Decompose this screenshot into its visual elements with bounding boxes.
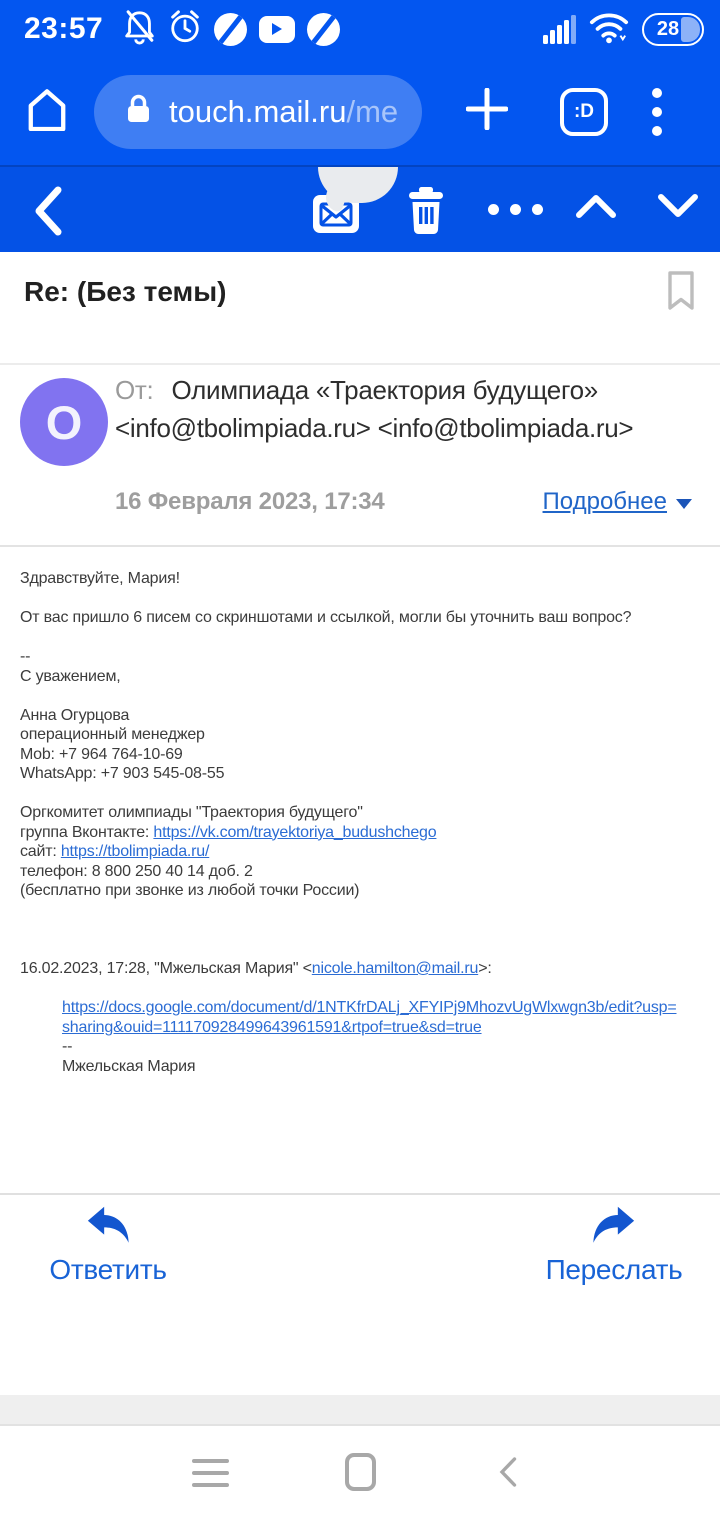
delete-button[interactable] xyxy=(406,187,446,240)
battery-icon xyxy=(642,13,704,46)
body-text: (бесплатно при звонке из любой точки России) xyxy=(20,882,360,899)
wifi-icon xyxy=(589,10,629,49)
sender-avatar xyxy=(20,378,108,466)
body-text: От вас пришло 6 писем со скриншотами и ссылкой, могли бы уточнить ваш вопрос? xyxy=(20,609,632,626)
body-line xyxy=(20,706,680,726)
notifications-muted-icon xyxy=(123,9,156,50)
body-text: С уважением, xyxy=(20,667,121,685)
subject-bar xyxy=(0,252,720,365)
body-text: операционный менеджер xyxy=(20,726,205,743)
tab-switcher-button[interactable]: :D xyxy=(560,88,608,136)
forward-arrow-icon xyxy=(591,1205,637,1250)
body-text: 16.02.2023, 17:28, "Мжельская Мария" < xyxy=(20,960,312,977)
previous-message-button[interactable] xyxy=(576,193,616,224)
more-actions-button[interactable] xyxy=(488,204,543,215)
body-link[interactable]: https://vk.com/trayektoriya_budushchego xyxy=(153,823,437,841)
body-link[interactable]: nicole.hamilton@mail.ru xyxy=(311,960,479,977)
next-message-button[interactable] xyxy=(658,193,698,224)
body-line xyxy=(20,823,680,843)
body-line xyxy=(20,725,680,745)
body-text: Мжельская Мария xyxy=(62,1057,196,1075)
body-line xyxy=(20,667,680,687)
youtube-icon xyxy=(259,16,295,43)
page-end-strip xyxy=(0,1395,720,1426)
bookmark-flag-button[interactable] xyxy=(666,270,696,317)
body-line xyxy=(20,745,680,765)
reply-label: Ответить xyxy=(49,1254,167,1285)
body-line xyxy=(20,647,680,667)
body-text: Здравствуйте, Мария! xyxy=(20,570,180,587)
body-line xyxy=(20,862,680,882)
body-line xyxy=(20,628,680,648)
recent-apps-button[interactable] xyxy=(192,1459,229,1487)
body-text: >: xyxy=(478,960,492,977)
message-date: 16 Февраля 2023, 17:34 xyxy=(115,488,385,515)
from-field xyxy=(115,371,697,447)
home-button[interactable] xyxy=(26,87,68,136)
forward-label: Переслать xyxy=(545,1254,683,1285)
body-line xyxy=(20,881,680,901)
body-text: WhatsApp: +7 903 545-08-55 xyxy=(20,765,225,782)
body-line xyxy=(62,1057,680,1077)
signal-icon xyxy=(543,15,576,44)
body-line xyxy=(20,901,680,921)
body-text: Оргкомитет олимпиады "Траектория будущего" xyxy=(20,804,363,821)
nav-back-button[interactable] xyxy=(499,1457,517,1492)
browser-menu-button[interactable] xyxy=(652,88,662,136)
email-body xyxy=(0,547,720,1076)
url-text: touch.mail.ru/me xyxy=(169,93,399,129)
tooltip-balloon xyxy=(318,167,398,203)
body-line xyxy=(20,784,680,804)
details-link: Подробнее xyxy=(542,488,667,515)
battery-percent: 28 xyxy=(656,17,680,40)
address-bar[interactable] xyxy=(94,75,422,149)
body-line xyxy=(20,959,680,979)
body-line xyxy=(20,686,680,706)
alarm-icon xyxy=(168,8,202,50)
body-line xyxy=(20,940,680,960)
body-link[interactable]: https://docs.google.com/document/d/1NTKfrDALj_XFYIPj9MhozvUgWlxwgn3b/edit?usp=sharing&ouid=111170928499643961591&rtpof=true&sd=true xyxy=(62,999,677,1036)
chevron-down-icon xyxy=(676,499,692,509)
body-line xyxy=(20,589,680,609)
body-line xyxy=(62,998,680,1037)
body-text: -- xyxy=(20,648,31,665)
app-notification-icon xyxy=(214,13,247,46)
browser-toolbar xyxy=(0,58,720,165)
body-line xyxy=(62,1037,680,1057)
body-line xyxy=(20,803,680,823)
mail-toolbar xyxy=(0,165,720,252)
nav-home-button[interactable] xyxy=(345,1453,376,1491)
new-tab-button[interactable] xyxy=(466,88,508,135)
body-line xyxy=(20,979,680,999)
body-line xyxy=(20,764,680,784)
body-link[interactable]: https://tbolimpiada.ru/ xyxy=(60,843,210,860)
lock-icon xyxy=(126,94,151,129)
body-text: телефон: 8 800 250 40 14 доб. 2 xyxy=(20,862,253,880)
body-line xyxy=(20,569,680,589)
message-action-bar xyxy=(0,1193,720,1303)
from-value: Олимпиада «Траектория будущего» <info@tbolimpiada.ru> <info@tbolimpiada.ru> xyxy=(115,375,634,443)
clock: 23:57 xyxy=(24,12,104,45)
body-line xyxy=(20,920,680,940)
reply-arrow-icon xyxy=(85,1205,131,1250)
reply-button[interactable] xyxy=(48,1205,168,1286)
app-notification-icon xyxy=(307,13,340,46)
status-bar xyxy=(0,0,720,58)
body-text: -- xyxy=(62,1038,73,1055)
forward-button[interactable] xyxy=(538,1205,690,1286)
system-nav-bar xyxy=(0,1427,720,1520)
avatar-letter: O xyxy=(45,395,83,449)
from-label: От: xyxy=(115,375,154,405)
email-header xyxy=(0,365,720,547)
subject-title: Re: (Без темы) xyxy=(24,276,227,307)
back-button[interactable] xyxy=(30,185,64,242)
body-text: Mob: +7 964 764-10-69 xyxy=(20,745,183,763)
details-toggle[interactable] xyxy=(543,488,692,516)
body-text: сайт: xyxy=(20,843,61,860)
body-line xyxy=(20,842,680,862)
body-text: Анна Огурцова xyxy=(20,706,130,724)
body-text: группа Вконтакте: xyxy=(20,823,154,841)
body-line xyxy=(20,608,680,628)
